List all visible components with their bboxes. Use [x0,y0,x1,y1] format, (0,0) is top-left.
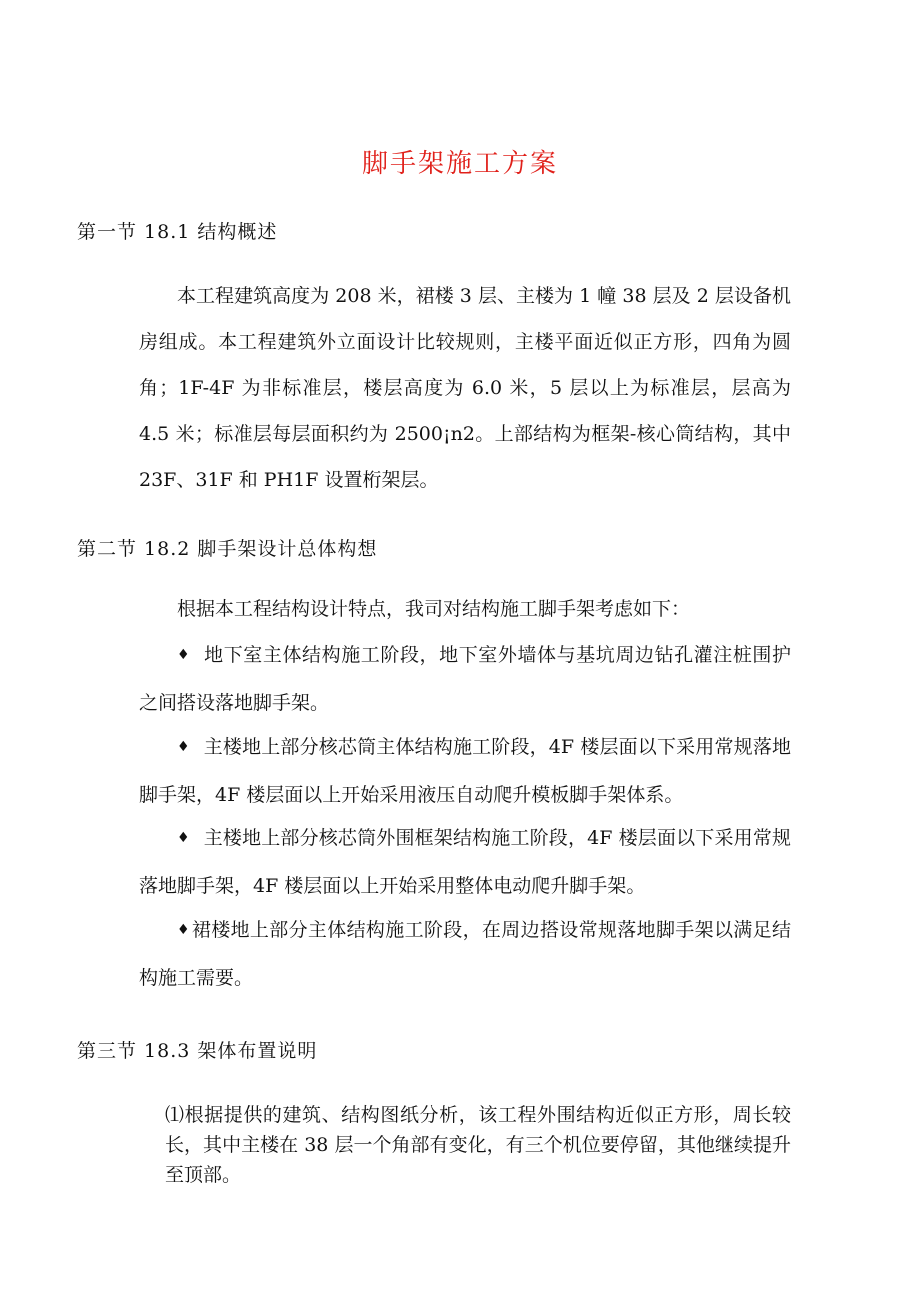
section-heading-2: 第二节 18.2 脚手架设计总体构想 [77,538,378,560]
paragraph-text: ⑴根据提供的建筑、结构图纸分析，该工程外围结构近似正方形，周长较长，其中主楼在 38 层一个角部有变化，有三个机位要停留，其他继续提升至顶部。 [165,1104,791,1186]
section-2-intro [139,586,791,632]
diamond-bullet-icon: ♦ [177,922,190,938]
section-heading-1: 第一节 18.1 结构概述 [77,221,278,243]
bullet-item-1 [139,632,791,726]
diamond-bullet-icon: ♦ [177,830,190,846]
paragraph-text: 本工程建筑高度为 208 米，裙楼 3 层、主楼为 1 幢 38 层及 2 层设备机房组成。本工程建筑外立面设计比较规则，主楼平面近似正方形，四角为圆角；1F-4F 为非标准层，楼层高度为 6.0 米，5 层以上为标准层，层高为 4.5 米；标准层每层面积约为 2500¡n2。上部结构为框架-核心筒结构，其中 23F、31F 和 PH1F 设置桁架层。 [139,285,791,491]
diamond-bullet-icon: ♦ [177,739,190,755]
bullet-item-2 [139,724,791,818]
bullet-text: 主楼地上部分核芯筒主体结构施工阶段，4F 楼层面以下采用常规落地脚手架，4F 楼层面以上开始采用液压自动爬升模板脚手架体系。 [139,736,791,806]
intro-text: 根据本工程结构设计特点，我司对结构施工脚手架考虑如下： [177,598,691,620]
bullet-text: 主楼地上部分核芯筒外围框架结构施工阶段，4F 楼层面以下采用常规落地脚手架，4F 楼层面以上开始采用整体电动爬升脚手架。 [139,827,791,897]
document-title: 脚手架施工方案 [361,149,558,179]
section-3-paragraph [165,1100,791,1190]
bullet-item-3 [139,815,791,909]
bullet-text: 地下室主体结构施工阶段，地下室外墙体与基坑周边钻孔灌注桩围护之间搭设落地脚手架。 [139,644,791,714]
bullet-text: 裙楼地上部分主体结构施工阶段，在周边搭设常规落地脚手架以满足结构施工需要。 [139,919,791,989]
diamond-bullet-icon: ♦ [177,647,191,663]
section-heading-3: 第三节 18.3 架体布置说明 [77,1040,318,1062]
bullet-item-4 [139,907,791,1001]
section-1-paragraph [139,273,791,503]
